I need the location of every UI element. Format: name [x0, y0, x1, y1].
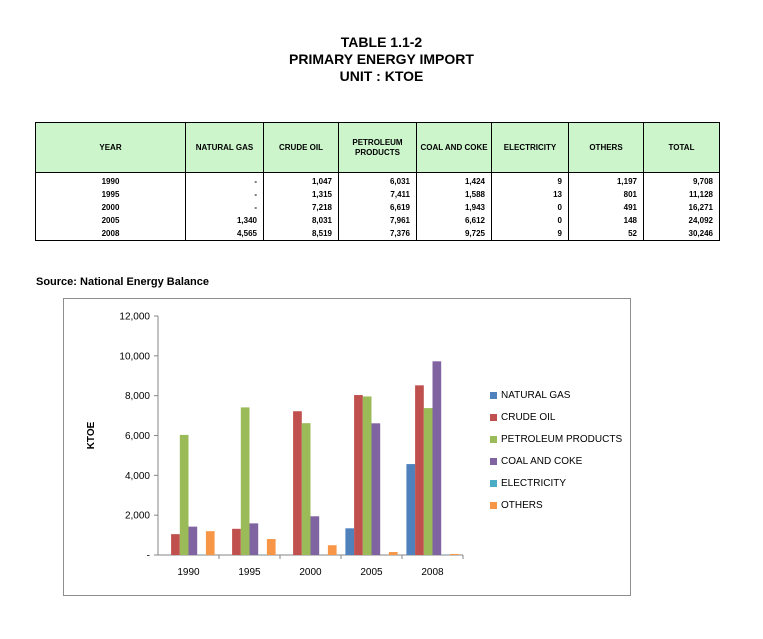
legend-label: OTHERS: [501, 499, 543, 511]
table-cell: 6,619: [339, 201, 417, 214]
legend-swatch: [490, 458, 497, 465]
table-cell: 2000: [36, 201, 186, 214]
bar: [267, 539, 276, 555]
legend-swatch: [490, 414, 497, 421]
header-total: TOTAL: [644, 123, 720, 173]
table-cell: 1,047: [264, 173, 339, 189]
y-tick-label: 2,000: [124, 510, 150, 522]
table-cell: 1,943: [417, 201, 492, 214]
x-tick-label: 2005: [360, 567, 383, 578]
table-cell: 8,031: [264, 214, 339, 227]
table-cell: 7,411: [339, 188, 417, 201]
bar: [206, 531, 215, 555]
legend-label: ELECTRICITY: [501, 477, 567, 489]
y-axis-label: KTOE: [86, 421, 97, 450]
legend-swatch: [490, 502, 497, 509]
table-cell: 1,315: [264, 188, 339, 201]
bar: [293, 411, 302, 555]
table-cell: 6,612: [417, 214, 492, 227]
legend-swatch: [490, 480, 497, 487]
table-cell: 1,588: [417, 188, 492, 201]
table-header-row: [36, 123, 720, 173]
table-row: [36, 188, 720, 201]
y-tick-label: 10,000: [119, 351, 150, 363]
table-cell: 801: [569, 188, 644, 201]
legend-item: [490, 450, 622, 472]
legend-label: CRUDE OIL: [501, 411, 556, 423]
header-others: OTHERS: [569, 123, 644, 173]
table-cell: 9,708: [644, 173, 720, 189]
table-cell: 24,092: [644, 214, 720, 227]
source-note: Source: National Energy Balance: [36, 276, 209, 288]
bar: [180, 435, 189, 555]
bar: [302, 423, 311, 555]
bar: [241, 407, 250, 555]
table-cell: 9: [492, 173, 569, 189]
title-line-3: UNIT : KTOE: [339, 68, 424, 84]
legend-item: [490, 494, 622, 516]
header-coal-and-coke: COAL AND COKE: [417, 123, 492, 173]
table-row: [36, 201, 720, 214]
bar: [232, 529, 241, 555]
legend-item: [490, 428, 622, 450]
legend-label: PETROLEUM PRODUCTS: [501, 433, 623, 445]
bar: [389, 552, 398, 555]
table-cell: 0: [492, 214, 569, 227]
table-cell: 9,725: [417, 227, 492, 241]
table-cell: 52: [569, 227, 644, 241]
x-tick-label: 2000: [299, 567, 322, 578]
bar: [171, 534, 180, 555]
header-crude-oil: CRUDE OIL: [264, 123, 339, 173]
table-cell: 11,128: [644, 188, 720, 201]
header-year: YEAR: [36, 123, 186, 173]
table-cell: 4,565: [186, 227, 264, 241]
bar: [189, 527, 198, 555]
legend-item: [490, 406, 622, 428]
y-tick-label: 12,000: [119, 311, 150, 323]
table-cell: 7,376: [339, 227, 417, 241]
bar: [433, 361, 442, 555]
legend-item: [490, 384, 622, 406]
legend-swatch: [490, 392, 497, 399]
bar: [450, 554, 459, 555]
y-tick-label: 8,000: [124, 391, 150, 403]
y-tick-label: 4,000: [124, 470, 150, 482]
table-cell: 148: [569, 214, 644, 227]
y-tick-label: 6,000: [124, 431, 150, 442]
legend-swatch: [490, 436, 497, 443]
table-cell: 7,961: [339, 214, 417, 227]
bar: [250, 523, 259, 555]
table-cell: 13: [492, 188, 569, 201]
table-cell: 6,031: [339, 173, 417, 189]
x-tick-label: 1995: [238, 567, 261, 578]
bar: [424, 408, 433, 555]
table-cell: 16,271: [644, 201, 720, 214]
table-row: [36, 214, 720, 227]
table-cell: 1,340: [186, 214, 264, 227]
header-petroleum-products: PETROLEUM PRODUCTS: [339, 123, 417, 173]
bar: [363, 396, 372, 555]
title-line-1: TABLE 1.1-2: [340, 34, 423, 50]
title-line-2: PRIMARY ENERGY IMPORT: [289, 51, 474, 67]
table-cell: 491: [569, 201, 644, 214]
table-cell: 9: [492, 227, 569, 241]
table-row: [36, 173, 720, 189]
legend-label: NATURAL GAS: [501, 389, 571, 401]
bar: [415, 385, 424, 555]
x-tick-label: 1990: [177, 567, 200, 578]
table-cell: 8,519: [264, 227, 339, 241]
bar: [406, 464, 415, 555]
table-row: [36, 227, 720, 241]
table-cell: 1990: [36, 173, 186, 189]
chart-legend: [490, 384, 622, 516]
table-cell: 1,424: [417, 173, 492, 189]
table-cell: 2005: [36, 214, 186, 227]
table-cell: 7,218: [264, 201, 339, 214]
energy-import-table: [35, 122, 720, 241]
x-tick-label: 2008: [421, 567, 444, 578]
table-cell: 1995: [36, 188, 186, 201]
bar: [311, 516, 320, 555]
table-cell: -: [186, 188, 264, 201]
table-cell: 2008: [36, 227, 186, 241]
table-title: [0, 34, 763, 85]
bar: [372, 423, 381, 555]
header-natural-gas: NATURAL GAS: [186, 123, 264, 173]
bar: [345, 528, 354, 555]
y-tick-label: -: [146, 550, 150, 562]
legend-item: [490, 472, 622, 494]
legend-label: COAL AND COKE: [501, 455, 583, 467]
table-cell: 30,246: [644, 227, 720, 241]
table-cell: -: [186, 173, 264, 189]
table-cell: 0: [492, 201, 569, 214]
bar: [354, 395, 363, 555]
bar: [328, 545, 337, 555]
table-cell: -: [186, 201, 264, 214]
header-electricity: ELECTRICITY: [492, 123, 569, 173]
chart-container: [63, 298, 631, 596]
table-cell: 1,197: [569, 173, 644, 189]
